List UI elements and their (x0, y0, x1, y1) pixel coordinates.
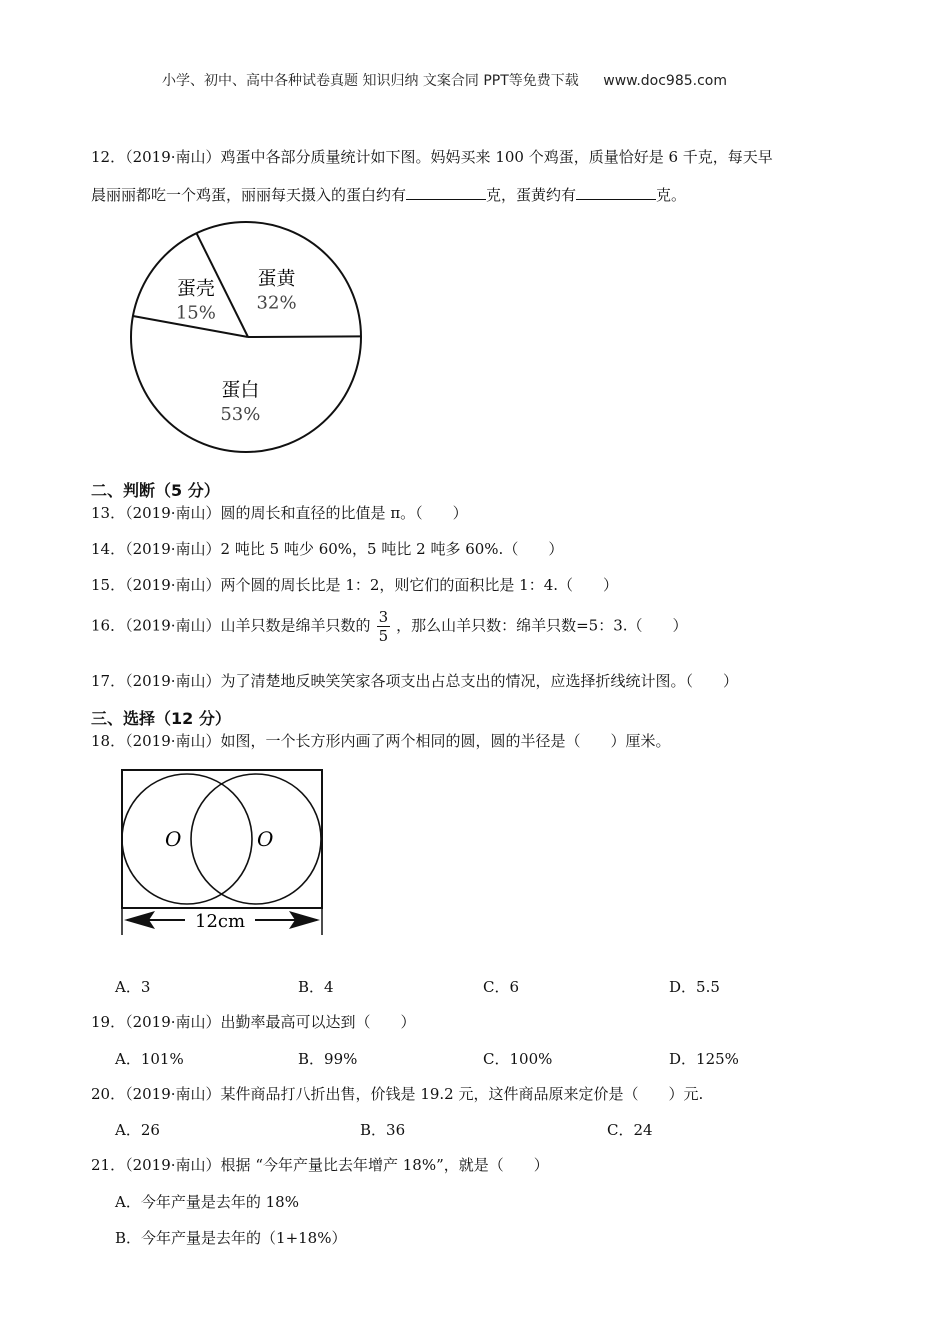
q18-option-c[interactable]: C．6 (483, 978, 520, 996)
q18-text: 如图，一个长方形内画了两个相同的圆，圆的半径是（ ）厘米。 (220, 732, 671, 750)
q15-number: 15． (91, 576, 126, 594)
q19-option-d[interactable]: D．125% (669, 1050, 739, 1068)
q14-source: （2019·南山） (125, 540, 221, 558)
question-19 (91, 1012, 416, 1032)
header-text: 小学、初中、高中各种试卷真题 知识归纳 文案合同 PPT等免费下载 (162, 73, 579, 89)
question-15 (91, 575, 618, 595)
q12-line2a: 晨丽丽都吃一个鸡蛋，丽丽每天摄入的蛋白约有 (91, 186, 407, 204)
right-circle (191, 774, 321, 904)
q12-number: 12． (91, 148, 126, 166)
question-12-line2 (91, 185, 686, 205)
section-3-title: 三、选择（12 分） (91, 709, 231, 728)
q12-line1: 鸡蛋中各部分质量统计如下图。妈妈买来 100 个鸡蛋，质量恰好是 6 千克，每天早 (220, 148, 773, 166)
q18-option-a[interactable]: A．3 (115, 978, 151, 996)
q18-option-b[interactable]: B．4 (298, 978, 334, 996)
question-14 (91, 539, 563, 559)
q13-text: 圆的周长和直径的比值是 π。（ ） (220, 504, 468, 522)
q21-number: 21． (91, 1156, 126, 1174)
q15-source: （2019·南山） (125, 576, 221, 594)
q17-source: （2019·南山） (125, 672, 221, 690)
q13-source: （2019·南山） (125, 504, 221, 522)
pie-value-1: 15% (175, 302, 216, 324)
pie-label-1: 蛋壳 (176, 277, 215, 300)
right-center-label: O (257, 827, 274, 851)
q12-source: （2019·南山） (125, 148, 221, 166)
q18-number: 18． (91, 732, 126, 750)
q15-text: 两个圆的周长比是 1：2，则它们的面积比是 1：4.（ ） (220, 576, 619, 594)
q19-source: （2019·南山） (125, 1013, 221, 1031)
q20-text: 某件商品打八折出售，价钱是 19.2 元，这件商品原来定价是（ ）元. (220, 1085, 704, 1103)
q12-line2c: 克。 (656, 186, 687, 204)
left-center-label: O (165, 827, 182, 851)
fraction-three-fifths (377, 608, 391, 645)
q21-text: 根据 “今年产量比去年增产 18%”，就是（ ） (220, 1156, 549, 1174)
question-12-line1 (91, 147, 773, 167)
question-18 (91, 731, 671, 751)
left-circle (122, 774, 252, 904)
answer-blank-egg-white[interactable] (406, 185, 486, 200)
q17-text: 为了清楚地反映笑笑家各项支出占总支出的情况，应选择折线统计图。（ ） (220, 672, 739, 690)
q16-source: （2019·南山） (125, 616, 221, 635)
question-21 (91, 1155, 549, 1175)
q19-text: 出勤率最高可以达到（ ） (220, 1013, 416, 1031)
section-2-title: 二、判断（5 分） (91, 481, 220, 500)
q18-source: （2019·南山） (125, 732, 221, 750)
header-site: www.doc985.com (603, 73, 727, 89)
q21-option-b[interactable]: B．今年产量是去年的（1+18%） (115, 1229, 347, 1247)
q16-text-before: 山羊只数是绵羊只数的 (220, 616, 371, 635)
q20-option-b[interactable]: B．36 (360, 1121, 406, 1139)
pie-label-3: 蛋白 (221, 378, 260, 401)
q20-source: （2019·南山） (125, 1085, 221, 1103)
pie-label-2: 蛋黄 (257, 267, 296, 290)
q19-option-b[interactable]: B．99% (298, 1050, 358, 1068)
q16-number: 16． (91, 616, 126, 635)
q14-number: 14． (91, 540, 126, 558)
two-circles-rectangle-figure (115, 763, 330, 938)
q19-number: 19． (91, 1013, 126, 1031)
question-16 (91, 608, 688, 645)
pie-value-2: 32% (256, 292, 297, 314)
q13-number: 13． (91, 504, 126, 522)
question-20 (91, 1084, 703, 1104)
pie-slice-boundary-3 (248, 336, 361, 337)
q17-number: 17． (91, 672, 126, 690)
q18-option-d[interactable]: D．5.5 (669, 978, 720, 996)
q20-number: 20． (91, 1085, 126, 1103)
question-13 (91, 503, 468, 523)
egg-composition-pie-chart (120, 215, 380, 465)
q21-option-a[interactable]: A．今年产量是去年的 18% (115, 1193, 299, 1211)
fraction-denominator: 5 (378, 627, 389, 645)
q19-option-a[interactable]: A．101% (115, 1050, 184, 1068)
answer-blank-egg-yolk[interactable] (576, 185, 656, 200)
q20-option-a[interactable]: A．26 (115, 1121, 160, 1139)
question-17 (91, 671, 738, 691)
q20-option-c[interactable]: C．24 (607, 1121, 653, 1139)
fraction-numerator: 3 (378, 608, 389, 626)
q14-text: 2 吨比 5 吨少 60%，5 吨比 2 吨多 60%.（ ） (220, 540, 564, 558)
pie-value-3: 53% (220, 403, 261, 425)
rectangle-outline (122, 770, 322, 908)
q16-text-after: ，那么山羊只数：绵羊只数=5：3.（ ） (396, 616, 688, 635)
dimension-label: 12cm (195, 911, 246, 932)
q19-option-c[interactable]: C．100% (483, 1050, 553, 1068)
q21-source: （2019·南山） (125, 1156, 221, 1174)
q12-line2b: 克，蛋黄约有 (486, 186, 577, 204)
page-header (162, 70, 727, 90)
